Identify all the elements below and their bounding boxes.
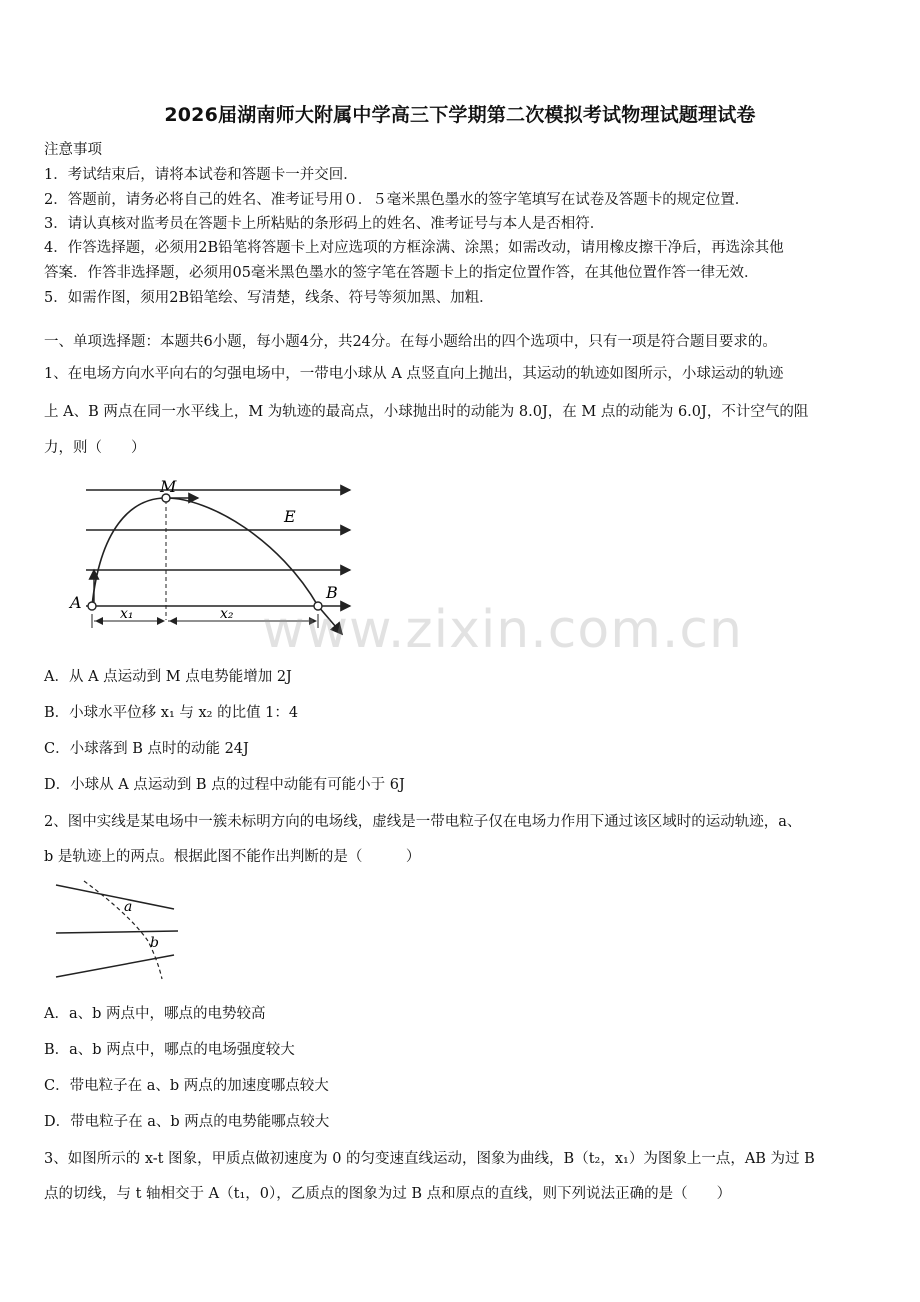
section-heading: 一、单项选择题：本题共6小题，每小题4分，共24分。在每小题给出的四个选项中，只有一项是符合题目要求的。	[44, 334, 777, 350]
question-3-text: 3、如图所示的 x-t 图象，甲质点做初速度为 0 的匀变速直线运动，图象为曲线，B（t₂，x₁）为图象上一点，AB 为过 B	[44, 1151, 815, 1167]
page-title: 2026届湖南师大附属中学高三下学期第二次模拟考试物理试题理试卷	[164, 104, 756, 126]
notice-item: 答案．作答非选择题，必须用05毫米黑色墨水的签字笔在答题卡上的指定位置作答，在其他位置作答一律无效．	[44, 265, 759, 281]
label-e: E	[284, 507, 296, 526]
label-x1: x₁	[120, 606, 134, 622]
q1-option-a: A．从 A 点运动到 M 点电势能增加 2J	[44, 669, 292, 685]
field-lines	[86, 490, 350, 606]
notice-item: 4．作答选择题，必须用2B铅笔将答题卡上对应选项的方框涂满、涂黑；如需改动，请用橡皮擦干净后，再选涂其他	[44, 240, 784, 256]
question-1-text: 上 A、B 两点在同一水平线上，M 为轨迹的最高点，小球抛出时的动能为 8.0J，在 M 点的动能为 6.0J，不计空气的阻	[44, 404, 809, 420]
notice-heading: 注意事项	[44, 142, 102, 158]
q1-option-c: C．小球落到 B 点时的动能 24J	[44, 741, 249, 757]
label-point-b: b	[150, 935, 159, 951]
question-1-text: 1、在电场方向水平向右的匀强电场中，一带电小球从 A 点竖直向上抛出，其运动的轨迹如图所示，小球运动的轨迹	[44, 366, 784, 382]
notice-item: 3．请认真核对监考员在答题卡上所粘贴的条形码上的姓名、准考证号与本人是否相符．	[44, 216, 605, 232]
label-x2: x₂	[220, 606, 234, 622]
q2-option-b: B．a、b 两点中，哪点的电场强度较大	[44, 1042, 295, 1058]
label-a: A	[70, 593, 82, 612]
label-b: B	[326, 583, 338, 602]
watermark: www.zixin.com.cn	[262, 600, 743, 660]
notice-item: 2．答题前，请务必将自己的姓名、准考证号用０．５毫米黑色墨水的签字笔填写在试卷及答题卡的规定位置．	[44, 192, 750, 208]
notice-item: 1．考试结束后，请将本试卷和答题卡一并交回．	[44, 167, 358, 183]
question-2-text: 2、图中实线是某电场中一簇未标明方向的电场线，虚线是一带电粒子仅在电场力作用下通过该区域时的运动轨迹，a、	[44, 814, 802, 830]
question-2-figure	[50, 875, 190, 985]
q1-option-b: B．小球水平位移 x₁ 与 x₂ 的比值 1：4	[44, 705, 299, 721]
question-3-text: 点的切线，与 t 轴相交于 A（t₁，0），乙质点的图象为过 B 点和原点的直线，则下列说法正确的是（ ）	[44, 1186, 732, 1202]
q2-option-c: C．带电粒子在 a、b 两点的加速度哪点较大	[44, 1078, 329, 1094]
q1-option-d: D．小球从 A 点运动到 B 点的过程中动能有可能小于 6J	[44, 777, 405, 793]
notice-item: 5．如需作图，须用2B铅笔绘、写清楚，线条、符号等须加黑、加粗．	[44, 290, 494, 306]
q2-option-a: A．a、b 两点中，哪点的电势较高	[44, 1006, 266, 1022]
label-point-a: a	[124, 899, 133, 915]
label-m: M	[160, 477, 177, 496]
question-1-text: 力，则（ ）	[44, 440, 146, 456]
q2-option-d: D．带电粒子在 a、b 两点的电势能哪点较大	[44, 1114, 330, 1130]
question-2-text: b 是轨迹上的两点。根据此图不能作出判断的是（ ）	[44, 849, 421, 865]
